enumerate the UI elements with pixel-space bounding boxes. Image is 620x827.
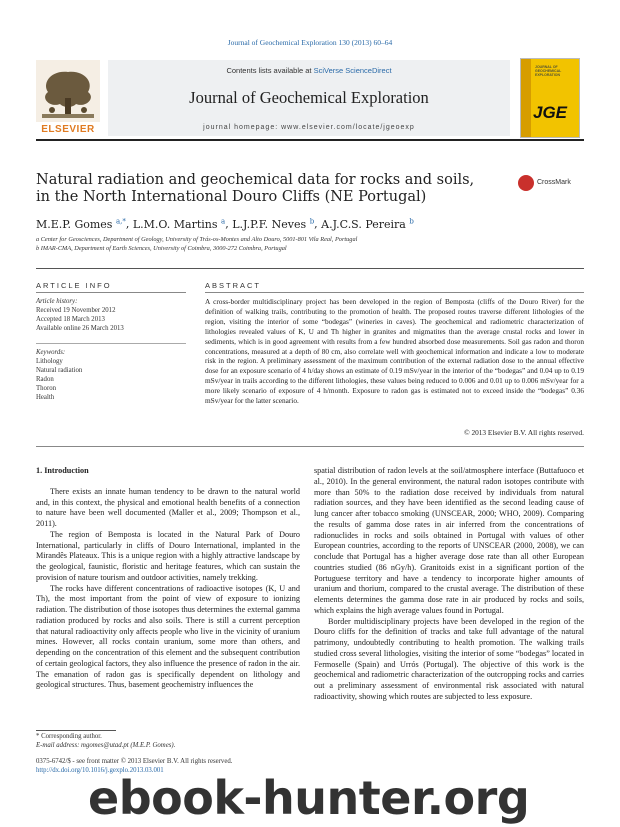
footnote-rule — [36, 730, 116, 731]
author[interactable]: L.M.O. Martins $^a$ — [132, 217, 226, 231]
body-paragraph: There exists an innate human tendency to be drawn to the natural world and, in this context, the physical and emotional health benefits of a connection to nature have been well documented (Maller et al., 2009; Thompson et al., 2011). — [36, 486, 300, 528]
front-matter-note: 0375-6742/$ - see front matter © 2013 Elsevier B.V. All rights reserved. — [36, 758, 233, 765]
corresponding-author-note: * Corresponding author. — [36, 733, 102, 740]
contents-line: Contents lists available at SciVerse ScienceDirect — [226, 66, 392, 75]
body-right-column — [314, 466, 584, 703]
body-paragraph: Border multidisciplinary projects have been developed in the region of the Douro cliffs for the definition of tracks and take full advantage of the natural patrimony, undoubtedly contributing to health promotion. The walking trails studied cross several lithologies, visiting the interior of some “bodegas” located in Fermoselle (Spain) and Urrós (Portugal). The objective of this work is the geochemical and radiometric characterization of the outcropping rocks and carries out a preliminary assessment of environmental risk associated with natural radioactivity, showing which routes are subjected to less exposure. — [314, 616, 584, 701]
history-item: Received 19 November 2012 — [36, 307, 116, 314]
article-info-heading: ARTICLE INFO — [36, 281, 112, 290]
keyword: Thoron — [36, 385, 57, 392]
keyword: Lithology — [36, 358, 63, 365]
journal-cover-thumbnail[interactable]: JOURNAL OF GEOCHEMICAL EXPLORATION JGE — [520, 58, 580, 138]
body-rule — [36, 446, 584, 447]
abstract-heading: ABSTRACT — [205, 281, 262, 290]
journal-homepage[interactable]: journal homepage: www.elsevier.com/locate/jgeoexp — [203, 124, 415, 131]
affiliation: a Center for Geosciences, Department of Geology, University of Trás-os-Montes and Alto Douro, 5001-801 Vila Real, Portugal — [36, 236, 358, 243]
doi-link[interactable]: http://dx.doi.org/10.1016/j.gexplo.2013.03.001 — [36, 767, 164, 774]
section-heading: 1. Introduction — [36, 466, 89, 475]
crossmark-icon — [518, 175, 534, 191]
journal-title: Journal of Geochemical Exploration — [189, 88, 429, 107]
abstract-copyright: © 2013 Elsevier B.V. All rights reserved. — [464, 428, 584, 437]
header-rule — [36, 139, 584, 141]
body-paragraph: The rocks have different concentrations of radioactive isotopes (K, U and Th), the most important from the point of view of exposure to ionizing radiation. The distribution of those isotopes thus determines the external gamma radiation produced by rocks and also soils. There is still a current perception that natural radioactivity only affects people who live in the vicinity of uranium mines. However, all rocks contain uranium, some more than others, and depending on the concentration of this element and the subsequent contribution of certain geological factors, they also influence the presence of radon in the air. The emanation of radon gas is specifically dependent on lithology and geological structures. Thus, basement geochemistry influences the — [36, 583, 300, 690]
affiliation: b IMAR-CMA, Department of Earth Sciences, University of Coimbra, 3000-272 Coimbra, Portugal — [36, 245, 287, 252]
keyword: Health — [36, 394, 55, 401]
author[interactable]: M.E.P. Gomes $^{a,*}$ — [36, 217, 126, 231]
article-title: Natural radiation and geochemical data for rocks and soils, in the North International Douro Cliffs (NE Portugal) — [36, 172, 475, 205]
author[interactable]: A.J.C.S. Pereira $^b$ — [321, 217, 414, 231]
article-info — [36, 297, 186, 402]
keyword: Radon — [36, 376, 54, 383]
abstract-rule — [205, 292, 584, 293]
author-list: M.E.P. Gomes $^{a,*}$, L.M.O. Martins $^a$, L.J.P.F. Neves $^b$, A.J.C.S. Pereira $^b$ — [36, 217, 414, 231]
abstract-text: A cross-border multidisciplinary project has been developed in the region of Bemposta (cliffs of the Douro River) for the definition of walking trails, contributing to the promotion of health. The proposed routes traverse different lithologies of the region, visiting the interior of some “bodegas” (wineries in caves). The geochemical and radiometric characterization of lithologies revealed values of K, U and Th higher in granites and migmatites than the average crustal rocks and lower in sediments, which is in good agreement with results from a few hundred absorbed dose measurements. Soil gas radon and thoron concentrations, measured at a depth of 80 cm, also correlate well with geochemical information and indicate a low to moderate risk in the region. A preliminary assessment of the maximum contribution of the external radiation dose to the annual effective dose for an exposure scenario of 4 h/day shows an estimate of 0.19 mSv/year in the interior of the “bodegas” and 0.04 up to 0.19 mSv/year in trails according to the different lithologies, these values being reduced to 0.006 and 0.01 up to 0.006 mSv/year for a more likely scenario of exposure of 4 h/month. Exposure to radon gas is estimated not to exceed inside the “bodegas” 0.36 mSv/year for the latter scenario. — [205, 297, 584, 406]
author[interactable]: L.J.P.F. Neves $^b$ — [232, 217, 315, 231]
crossmark-badge[interactable]: CrossMark — [518, 175, 588, 193]
history-item: Available online 26 March 2013 — [36, 325, 124, 332]
cover-abbreviation: JGE — [533, 103, 568, 122]
section-rule — [36, 268, 584, 269]
body-left-column — [36, 466, 300, 691]
email-note[interactable]: E-mail address: mgomes@utad.pt (M.E.P. Gomes). — [36, 742, 176, 749]
body-paragraph: spatial distribution of radon levels at the soil/atmosphere interface (Buttafuoco et al., 2010). In the general environment, the natural radon isotopes contribute with more than 50% to the radiation dose received by individuals from natural radiation sources, and they have been identified as the second leading cause of lung cancer after tobacco smoking (UNSCEAR, 2000; WHO, 2009). Comparing the results of gamma dose rates in air inferred from the concentrations of radionuclides in rocks and soils obtained in Portugal with values of other European countries, according to the reports of UNSCEAR (2000, 2008), we can conclude that Portugal has a higher average dose rate than all other European countries studied (86 nGy/h). Granitoids exist in a significant portion of the Portuguese territory and have a tendency to incorporate higher amounts of uranium and thorium, compared to the crustal average. The distribution of these elements determines the gamma dose rate in air produced by rocks and soils, which explains the high average values found in Portugal. — [314, 466, 584, 615]
history-item: Accepted 18 March 2013 — [36, 316, 105, 323]
keywords-label: Keywords: — [36, 349, 66, 356]
elsevier-wordmark: ELSEVIER — [41, 124, 95, 135]
history-label: Article history: — [36, 298, 78, 305]
body-paragraph: The region of Bemposta is located in the Natural Park of Douro International, particularly in cliffs of Douro International, implanted in the Mirandês Plateaux. This is a unique region with a highly attractive landscape by the geological, faunistic, floristic and heritage features, which can sustain the provision of nature tourism and outdoor activities, namely trekking. — [36, 529, 300, 582]
sciencedirect-link[interactable]: SciVerse ScienceDirect — [313, 66, 392, 75]
journal-reference[interactable]: Journal of Geochemical Exploration 130 (2013) 60–64 — [227, 38, 393, 47]
watermark: ebook-hunter.org — [88, 771, 530, 825]
keyword: Natural radiation — [36, 367, 83, 374]
article-info-rule — [36, 292, 186, 293]
